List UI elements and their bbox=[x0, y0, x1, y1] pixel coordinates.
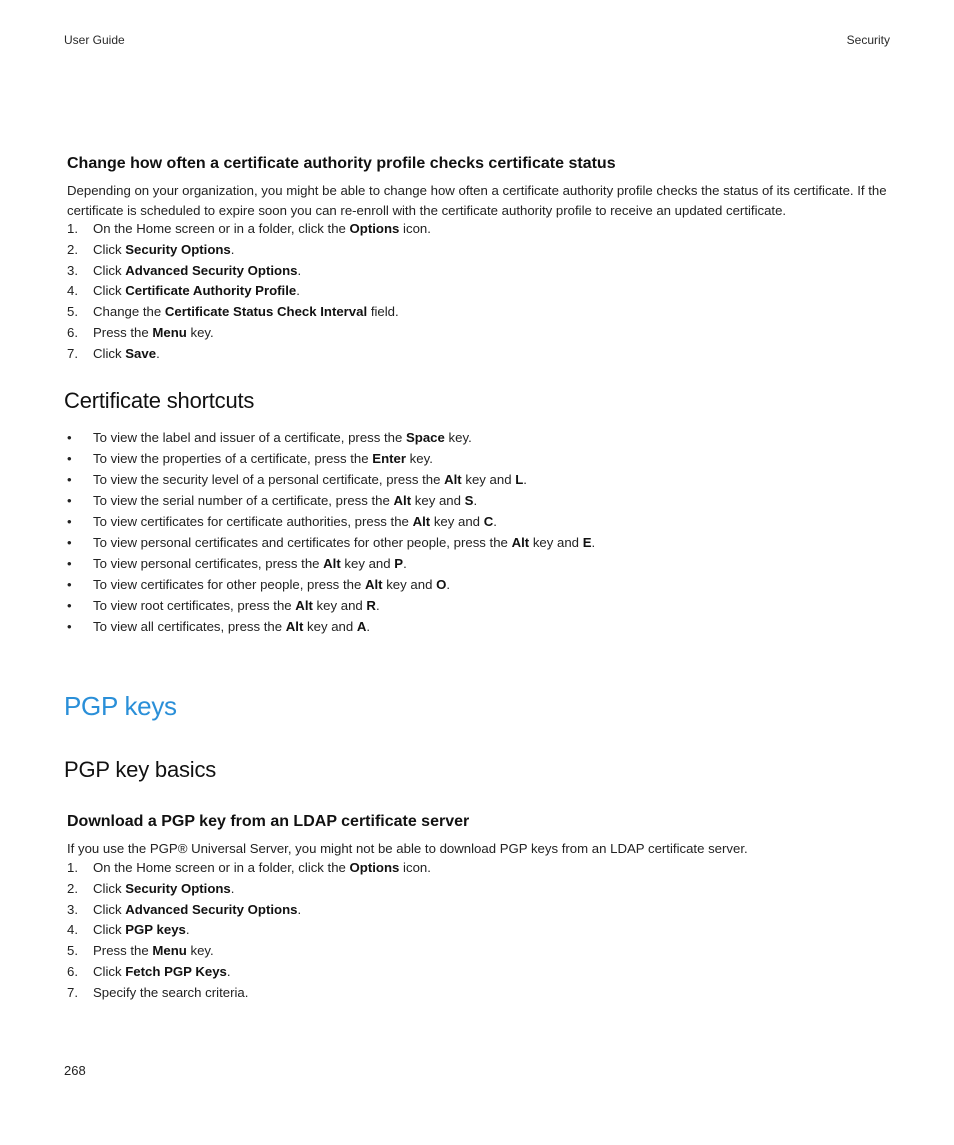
list-item bbox=[67, 879, 890, 900]
step-text: Press the bbox=[93, 943, 153, 959]
key-name: Space bbox=[406, 430, 445, 445]
item-text-mid: key and bbox=[411, 493, 465, 508]
step-number: 1. bbox=[67, 860, 78, 875]
step-ui-term: Menu bbox=[152, 943, 187, 959]
chapter-title-pgp-keys: PGP keys bbox=[64, 691, 177, 721]
bullet-glyph: • bbox=[67, 619, 72, 634]
item-text-mid: key. bbox=[406, 451, 433, 466]
step-ui-term: Options bbox=[349, 860, 400, 875]
list-item bbox=[67, 427, 890, 448]
step-text: Click bbox=[93, 963, 126, 979]
bullet-glyph: • bbox=[67, 535, 72, 550]
page-number: 268 bbox=[64, 1063, 86, 1078]
item-text-end: . bbox=[591, 535, 596, 550]
list-item bbox=[67, 219, 890, 240]
bullet-glyph: • bbox=[67, 493, 72, 508]
step-text: Click bbox=[93, 262, 126, 278]
bullet-glyph: • bbox=[67, 514, 72, 529]
step-number: 5. bbox=[67, 943, 78, 959]
step-text: Click bbox=[93, 901, 126, 917]
list-item bbox=[67, 281, 890, 302]
step-ui-term: Fetch PGP Keys bbox=[125, 963, 227, 979]
steps-download-pgp-key bbox=[67, 858, 890, 1004]
list-item bbox=[67, 302, 890, 323]
section-title-ca-profile: Change how often a certificate authority profile checks certificate status bbox=[67, 155, 616, 172]
key-name-second: L bbox=[515, 472, 524, 487]
bullet-glyph: • bbox=[67, 577, 72, 592]
step-text: Click bbox=[93, 241, 126, 257]
step-text: Click bbox=[93, 283, 126, 299]
section-title-certificate-shortcuts: Certificate shortcuts bbox=[64, 388, 255, 413]
step-ui-term: Security Options bbox=[125, 880, 231, 896]
item-text: To view certificates for other people, press the bbox=[93, 577, 365, 592]
key-name: Alt bbox=[323, 556, 341, 571]
step-text-end: . bbox=[156, 345, 160, 361]
step-text-end: icon. bbox=[399, 221, 431, 236]
item-text-end: . bbox=[446, 577, 451, 592]
step-text: On the Home screen or in a folder, click the bbox=[93, 221, 350, 236]
item-text-end: . bbox=[493, 514, 497, 529]
item-text-end: . bbox=[473, 493, 478, 508]
list-item bbox=[67, 858, 890, 879]
list-item bbox=[67, 983, 890, 1004]
item-text-end: . bbox=[403, 556, 407, 571]
step-ui-term: Certificate Authority Profile bbox=[125, 283, 297, 299]
running-header-right: Security bbox=[846, 33, 890, 47]
list-item bbox=[67, 595, 890, 616]
step-number: 2. bbox=[67, 880, 78, 896]
step-text: Click bbox=[93, 922, 126, 938]
item-text-mid: key and bbox=[303, 619, 357, 634]
item-text: To view the security level of a personal certificate, press the bbox=[93, 472, 445, 487]
section-intro-download-pgp-key: If you use the PGP® Universal Server, you might not be able to download PGP keys from an LDAP certificate server. bbox=[67, 841, 748, 856]
item-text: To view root certificates, press the bbox=[93, 598, 296, 613]
step-text-end: field. bbox=[367, 304, 399, 320]
step-number: 3. bbox=[67, 901, 78, 917]
step-text-end: . bbox=[297, 262, 302, 278]
item-text-end: . bbox=[366, 619, 371, 634]
item-text: To view all certificates, press the bbox=[93, 619, 286, 634]
step-text-end: . bbox=[185, 922, 190, 938]
bullet-glyph: • bbox=[67, 451, 72, 466]
step-number: 4. bbox=[67, 922, 78, 938]
list-item bbox=[67, 616, 890, 637]
key-name-second: C bbox=[483, 514, 494, 529]
step-number: 6. bbox=[67, 324, 78, 340]
list-item bbox=[67, 240, 890, 261]
bullet-glyph: • bbox=[67, 598, 72, 613]
steps-ca-profile bbox=[67, 219, 890, 365]
step-text: Change the bbox=[93, 304, 165, 320]
key-name: Alt bbox=[393, 493, 412, 508]
list-item bbox=[67, 941, 890, 962]
step-ui-term: Menu bbox=[152, 324, 187, 340]
key-name-second: O bbox=[436, 577, 447, 592]
step-number: 7. bbox=[67, 345, 78, 361]
item-text: To view personal certificates and certificates for other people, press the bbox=[93, 535, 512, 550]
list-item bbox=[67, 344, 890, 365]
step-text-end: . bbox=[297, 901, 302, 917]
item-text: To view certificates for certificate authorities, press the bbox=[93, 514, 413, 529]
item-text: To view the serial number of a certificate, press the bbox=[93, 493, 394, 508]
list-item bbox=[67, 900, 890, 921]
list-item bbox=[67, 261, 890, 282]
shortcut-list bbox=[67, 427, 890, 637]
item-text-mid: key and bbox=[461, 472, 516, 487]
list-item bbox=[67, 532, 890, 553]
item-text: To view the label and issuer of a certificate, press the bbox=[93, 430, 406, 445]
list-item bbox=[67, 920, 890, 941]
step-text-end: . bbox=[230, 241, 235, 257]
list-item bbox=[67, 448, 890, 469]
item-text-mid: key and bbox=[529, 535, 583, 550]
item-text-mid: key and bbox=[382, 577, 437, 592]
step-number: 5. bbox=[67, 304, 78, 320]
step-text: Click bbox=[93, 345, 126, 361]
step-text: Press the bbox=[93, 324, 153, 340]
step-text-end: . bbox=[226, 963, 231, 979]
step-ui-term: Advanced Security Options bbox=[125, 262, 298, 278]
running-header-left: User Guide bbox=[64, 33, 125, 47]
list-item bbox=[67, 511, 890, 532]
item-text-mid: key and bbox=[340, 556, 395, 571]
step-ui-term: Security Options bbox=[125, 241, 231, 257]
item-text-mid: key. bbox=[444, 430, 472, 445]
step-ui-term: Save bbox=[125, 345, 157, 361]
key-name-second: S bbox=[464, 493, 474, 508]
item-text-end: . bbox=[375, 598, 380, 613]
section-title-pgp-key-basics: PGP key basics bbox=[64, 757, 217, 782]
key-name-second: R bbox=[366, 598, 376, 613]
item-text-mid: key and bbox=[312, 598, 367, 613]
list-item bbox=[67, 469, 890, 490]
key-name: Alt bbox=[511, 535, 530, 550]
item-text-end: . bbox=[523, 472, 527, 487]
item-text: To view the properties of a certificate, press the bbox=[93, 451, 373, 466]
step-number: 2. bbox=[67, 241, 78, 257]
step-number: 1. bbox=[67, 221, 78, 236]
step-text-end: . bbox=[230, 880, 235, 896]
item-text: To view personal certificates, press the bbox=[93, 556, 324, 571]
step-number: 7. bbox=[67, 984, 78, 1000]
item-text-mid: key and bbox=[430, 514, 484, 529]
step-text-end: key. bbox=[186, 324, 214, 340]
section-intro-ca-profile: Depending on your organization, you might be able to change how often a certificate authority profile checks the status of its certificate. If the certificate is scheduled to expire soon you can re-enroll with the certificate authority profile to receive an updated certificate. bbox=[67, 183, 887, 218]
bullet-glyph: • bbox=[67, 430, 72, 445]
key-name: Alt bbox=[295, 598, 313, 613]
step-number: 4. bbox=[67, 283, 78, 299]
key-name-second: A bbox=[356, 619, 367, 634]
key-name: Alt bbox=[285, 619, 304, 634]
step-text: Click bbox=[93, 880, 126, 896]
list-item bbox=[67, 490, 890, 511]
step-text-end: key. bbox=[186, 943, 214, 959]
key-name: Alt bbox=[364, 577, 383, 592]
key-name: Alt bbox=[444, 472, 462, 487]
bullet-glyph: • bbox=[67, 472, 72, 487]
step-ui-term: Options bbox=[349, 221, 400, 236]
step-text-end: . bbox=[296, 283, 300, 299]
step-text: Specify the search criteria. bbox=[93, 984, 249, 1000]
step-ui-term: Advanced Security Options bbox=[125, 901, 298, 917]
step-number: 6. bbox=[67, 963, 78, 979]
section-title-download-pgp-key: Download a PGP key from an LDAP certificate server bbox=[67, 813, 470, 830]
step-text-end: icon. bbox=[399, 860, 431, 875]
key-name-second: P bbox=[394, 556, 404, 571]
step-text: On the Home screen or in a folder, click the bbox=[93, 860, 350, 875]
list-item bbox=[67, 574, 890, 595]
step-ui-term: Certificate Status Check Interval bbox=[164, 304, 368, 320]
step-number: 3. bbox=[67, 262, 78, 278]
list-item bbox=[67, 553, 890, 574]
list-item bbox=[67, 962, 890, 983]
key-name-second: E bbox=[582, 535, 592, 550]
list-item bbox=[67, 323, 890, 344]
step-ui-term: PGP keys bbox=[125, 922, 186, 938]
key-name: Alt bbox=[412, 514, 431, 529]
bullet-glyph: • bbox=[67, 556, 72, 571]
key-name: Enter bbox=[372, 451, 406, 466]
